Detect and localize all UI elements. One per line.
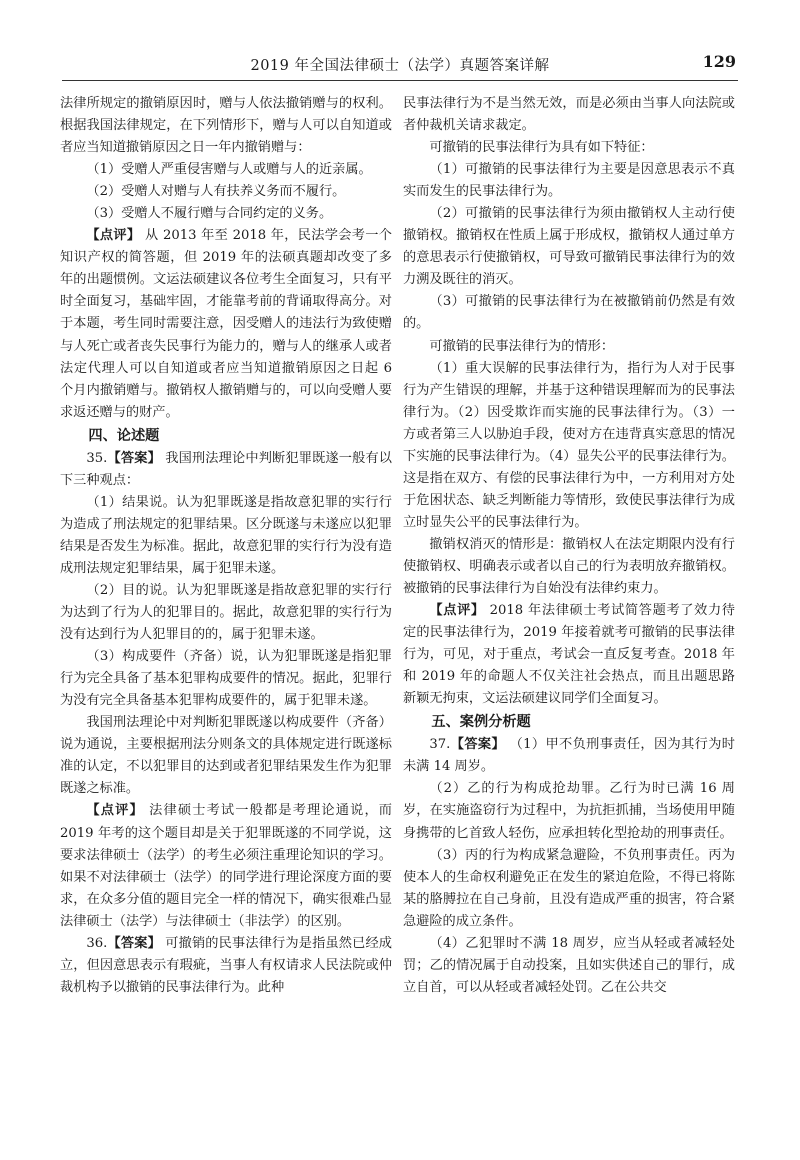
header-title: 2019 年全国法律硕士（法学）真题答案详解 [250, 58, 550, 74]
paragraph: 民事法律行为不是当然无效，而是必须由当事人向法院或者仲裁机关请求裁定。 [403, 96, 735, 134]
section-heading-case: 五、案例分析题 [431, 714, 531, 731]
review-tag: 【点评】 [86, 803, 144, 819]
question-number: 37. [429, 737, 451, 753]
answer-tag: 【答案】 [107, 450, 161, 466]
list-item: （1）受赠人严重侵害赠与人或赠与人的近亲属。 [86, 162, 372, 178]
review-tag: 【点评】 [429, 603, 485, 619]
review-paragraph [60, 225, 392, 423]
list-item: （2）受赠人对赠与人有扶养义务而不履行。 [86, 184, 346, 200]
paragraph: 法律所规定的撤销原因时，赠与人依法撤销赠与的权利。根据我国法律规定，在下列情形下，赠与人可以自知道或者应当知道撤销原因之日一年内撤销赠与： [60, 96, 392, 156]
review-paragraph [403, 600, 735, 710]
paragraph: （1）重大误解的民事法律行为，指行为人对于民事行为产生错误的理解，并基于这种错误理解而为的民事法律行为。（2）因受欺诈而实施的民事法律行为。（3）一方或者第三人以胁迫手段，使对方在违背真实意思的情况下实施的民事法律行为。（4）显失公平的民事法律行为。这是指在双方、有偿的民事法律行为中，一方利用对方处于危困状态、缺乏判断能力等情形，致使民事法律行为成立时显失公平的民事法律行为。 [403, 360, 735, 530]
paragraph: （2）目的说。认为犯罪既遂是指故意犯罪的实行行为达到了行为人的犯罪目的。据此，故意犯罪的实行行为没有达到行为人犯罪目的的，属于犯罪未遂。 [60, 582, 392, 643]
section-heading-essay: 四、论述题 [88, 427, 160, 444]
answer-37 [403, 734, 735, 778]
question-number: 36. [86, 935, 108, 951]
answer-36 [60, 933, 392, 999]
answer-text: 可撤销的民事法律行为是指虽然已经成立，但因意思表示有瑕疵，当事人有权请求人民法院或仲裁机构予以撤销的民事法律行为。此种 [60, 935, 392, 995]
list-item: （1）可撤销的民事法律行为主要是因意思表示不真实而发生的民事法律行为。 [403, 162, 735, 200]
review-paragraph [60, 800, 392, 932]
paragraph: 可撤销的民事法律行为的情形： [429, 338, 615, 354]
running-header [62, 50, 738, 81]
paragraph: （3）丙的行为构成紧急避险，不负刑事责任。丙为使本人的生命权利避免正在发生的紧迫危险，不得已将陈某的胳膊拉在自己身前，且没有造成严重的损害，符合紧急避险的成立条件。 [403, 847, 735, 929]
review-tag: 【点评】 [86, 228, 141, 244]
review-text: 从 2013 年至 2018 年，民法学会考一个知识产权的简答题，但 2019 年的法硕真题却改变了多年的出题惯例。文运法硕建议各位考生全面复习，只有平时全面复习，基础牢固，才能靠考前的背诵取得高分。对于本题，考生同时需要注意，因受赠人的违法行为致使赠与人死亡或者丧失民事行为能力的，赠与人的继承人或者法定代理人可以自知道或者应当知道撤销原因之日起 6 个月内撤销赠与。撤销权人撤销赠与的，可以向受赠人要求返还赠与的财产。 [60, 228, 392, 420]
list-item: （3）受赠人不履行赠与合同约定的义务。 [86, 206, 333, 222]
page-number: 129 [702, 52, 736, 71]
left-column [60, 93, 392, 999]
paragraph: 我国刑法理论中对判断犯罪既遂以构成要件（齐备）说为通说，主要根据刑法分则条文的具体规定进行既遂标准的认定，不以犯罪目的达到或者犯罪结果发生作为犯罪既遂之标准。 [60, 715, 392, 797]
review-text: 法律硕士考试一般都是考理论通说，而 2019 年考的这个题目却是关于犯罪既遂的不同学说，这要求法律硕士（法学）的考生必须注重理论知识的学习。如果不对法律硕士（法学）的同学进行理论深度方面的要求，在众多分值的题目完全一样的情况下，确实很难凸显法律硕士（法学）与法律硕士（非法学）的区别。 [60, 803, 392, 929]
paragraph: （4）乙犯罪时不满 18 周岁，应当从轻或者减轻处罚；乙的情况属于自动投案，且如实供述自己的罪行，成立自首，可以从轻或者减轻处罚。乙在公共交 [403, 935, 735, 995]
review-text: 2018 年法律硕士考试简答题考了效力待定的民事法律行为，2019 年接着就考可撤销的民事法律行为，可见，对于重点，考试会一直反复考查。2018 年和 2019 年的命题人不仅关注社会热点，而且出题思路新颖无拘束，文运法硕建议同学们全面复习。 [403, 603, 735, 707]
paragraph: （3）构成要件（齐备）说，认为犯罪既遂是指犯罪行为完全具备了基本犯罪构成要件的情况。据此，犯罪行为没有完全具备基本犯罪构成要件的，属于犯罪未遂。 [60, 649, 392, 709]
answer-tag: 【答案】 [107, 935, 161, 951]
list-item: （3）可撤销的民事法律行为在被撤销前仍然是有效的。 [403, 294, 735, 332]
answer-35 [60, 448, 392, 492]
answer-text: （1）甲不负刑事责任，因为其行为时未满 14 周岁。 [403, 737, 735, 775]
question-number: 35. [86, 450, 108, 466]
paragraph: （1）结果说。认为犯罪既遂是指故意犯罪的实行行为造成了刑法规定的犯罪结果。区分既遂与未遂应以犯罪结果是否发生为标准。据此，故意犯罪的实行行为没有造成刑法规定犯罪结果，属于犯罪未遂。 [60, 494, 392, 576]
paragraph: 可撤销的民事法律行为具有如下特征： [429, 140, 654, 156]
list-item: （2）可撤销的民事法律行为须由撤销权人主动行使撤销权。撤销权在性质上属于形成权，撤销权人通过单方的意思表示行使撤销权，可导致可撤销民事法律行为的效力溯及既往的消灭。 [403, 206, 735, 288]
right-column [403, 93, 735, 999]
answer-tag: 【答案】 [450, 737, 506, 753]
answer-text: 我国刑法理论中判断犯罪既遂一般有以下三种观点： [60, 450, 392, 488]
paragraph: 撤销权消灭的情形是：撤销权人在法定期限内没有行使撤销权、明确表示或者以自己的行为表明放弃撤销权。被撤销的民事法律行为自始没有法律约束力。 [403, 536, 735, 597]
paragraph: （2）乙的行为构成抢劫罪。乙行为时已满 16 周岁，在实施盗窃行为过程中，为抗拒抓捕，当场使用甲随身携带的匕首致人轻伤，应承担转化型抢劫的刑事责任。 [403, 781, 735, 841]
